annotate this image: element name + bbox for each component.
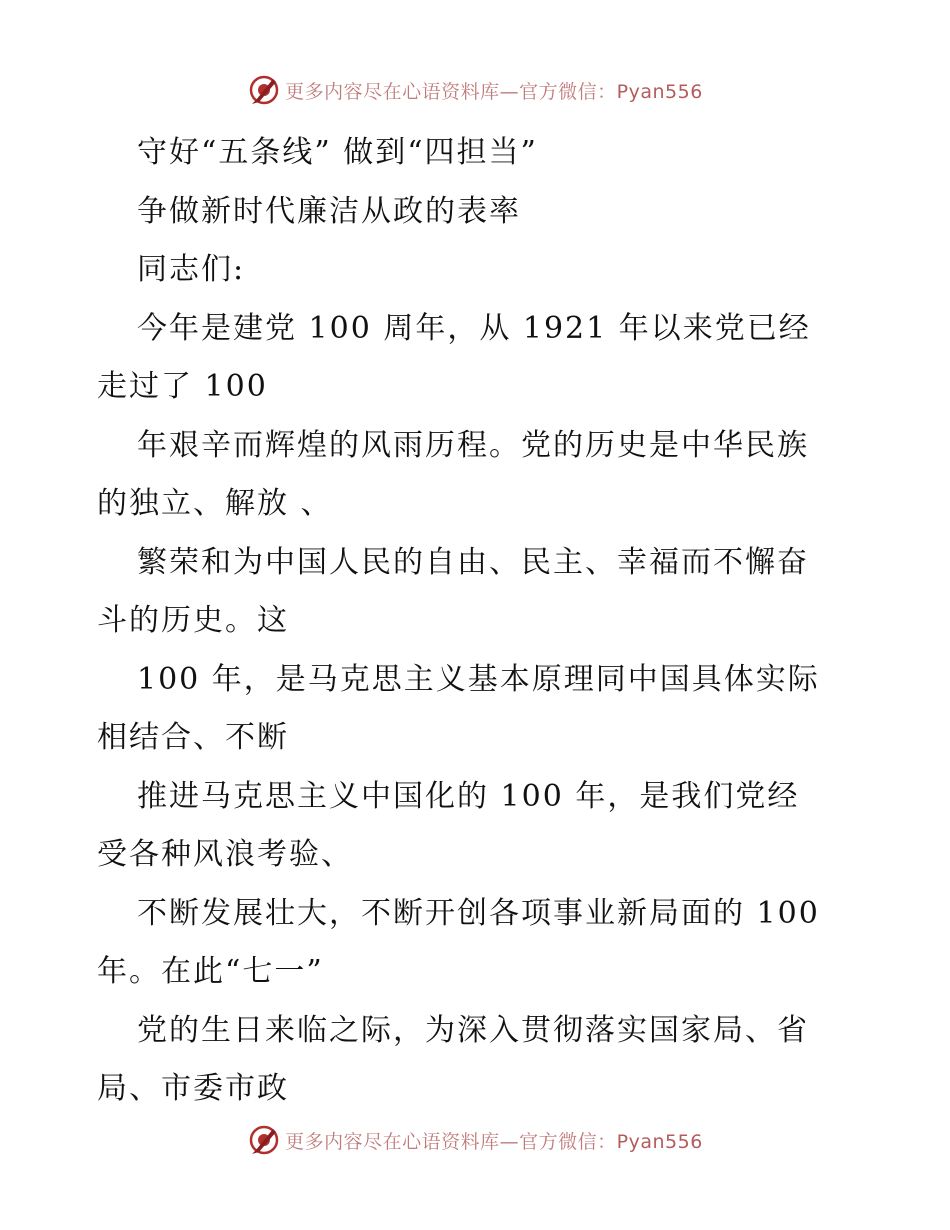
doc-line: 斗的历史。这 [97, 603, 289, 638]
pen-logo-icon [247, 1123, 281, 1157]
banner-text: 更多内容尽在心语资料库—官方微信：Pyan556 [285, 1130, 703, 1153]
document-body [97, 124, 857, 1119]
doc-line: 党的生日来临之际，为深入贯彻落实国家局、省 [137, 1012, 809, 1048]
doc-line: 不断发展壮大，不断开创各项事业新局面的 100 [137, 895, 820, 931]
doc-line: 年。在此“七一” [97, 954, 324, 989]
doc-line: 100 年，是马克思主义基本原理同中国具体实际 [137, 661, 820, 697]
doc-line: 繁荣和为中国人民的自由、民主、幸福而不懈奋 [137, 544, 809, 580]
header-banner [0, 70, 950, 110]
doc-line: 局、市委市政 [97, 1071, 289, 1106]
doc-line: 相结合、不断 [97, 720, 289, 755]
doc-line: 守好“五条线” 做到“四担当” [137, 135, 538, 170]
doc-line: 推进马克思主义中国化的 100 年，是我们党经 [137, 778, 800, 814]
doc-line: 的独立、解放 、 [97, 486, 333, 521]
doc-line: 同志们: [137, 252, 246, 287]
doc-line: 今年是建党 100 周年，从 1921 年以来党已经 [137, 310, 811, 346]
footer-banner [0, 1120, 950, 1160]
banner-text: 更多内容尽在心语资料库—官方微信：Pyan556 [285, 80, 703, 103]
wechat-id: Pyan556 [616, 1130, 703, 1153]
doc-line: 争做新时代廉洁从政的表率 [137, 193, 521, 229]
doc-line: 年艰辛而辉煌的风雨历程。党的历史是中华民族 [137, 427, 809, 463]
pen-logo-icon [247, 73, 281, 107]
doc-line: 走过了 100 [97, 369, 268, 404]
wechat-id: Pyan556 [616, 80, 703, 103]
doc-line: 受各种风浪考验、 [97, 837, 353, 872]
